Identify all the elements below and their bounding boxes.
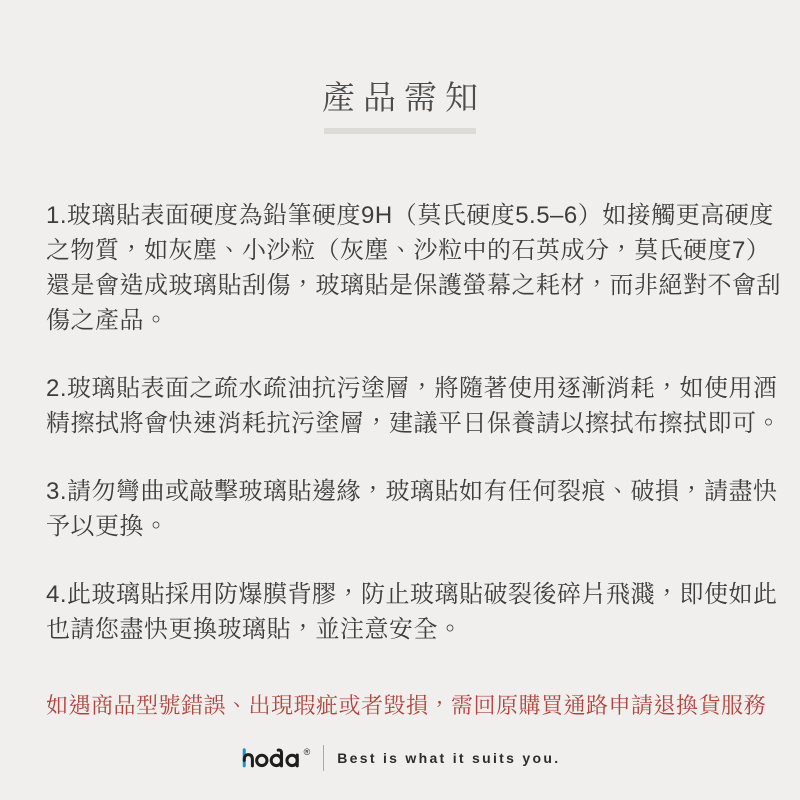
notice-line: 2.玻璃貼表面之疏水疏油抗污塗層，將隨著使用逐漸消耗，如使用酒 [46, 375, 778, 402]
registered-trademark-symbol: ® [303, 747, 311, 757]
notice-line: 還是會造成玻璃貼刮傷，玻璃貼是保護螢幕之耗材，而非絕對不會刮 [46, 272, 781, 299]
notice-line: 予以更換。 [46, 513, 169, 540]
notice-line: 精擦拭將會快速消耗抗污塗層，建議平日保養請以擦拭布擦拭即可。 [46, 410, 781, 437]
footer [0, 740, 800, 776]
footer-divider [323, 745, 324, 771]
notice-item-4 [46, 577, 778, 647]
page-title: 產品需知 [322, 79, 486, 116]
notice-line: 傷之產品。 [46, 307, 169, 334]
notice-line: 4.此玻璃貼採用防爆膜背膠，防止玻璃貼破裂後碎片飛濺，即使如此 [46, 581, 778, 608]
notice-item-1 [46, 198, 781, 338]
notice-line: 1.玻璃貼表面硬度為鉛筆硬度9H（莫氏硬度5.5–6）如接觸更高硬度 [46, 202, 774, 229]
notice-line: 3.請勿彎曲或敲擊玻璃貼邊緣，玻璃貼如有任何裂痕、破損，請盡快 [46, 478, 778, 505]
notice-list [46, 198, 781, 743]
notice-line: 也請您盡快更換玻璃貼，並注意安全。 [46, 616, 463, 643]
title-divider [324, 128, 476, 134]
notice-item-3 [46, 474, 778, 544]
hoda-logo-icon [240, 747, 303, 769]
notice-line: 之物質，如灰塵、小沙粒（灰塵、沙粒中的石英成分，莫氏硬度7） [46, 237, 771, 264]
warning-text: 如遇商品型號錯誤、出現瑕疵或者毀損，需回原購買通路申請退換貨服務 [46, 693, 767, 718]
brand-tagline: Best is what it suits you. [337, 750, 561, 766]
hoda-logo [240, 747, 311, 769]
notice-item-2 [46, 371, 781, 441]
